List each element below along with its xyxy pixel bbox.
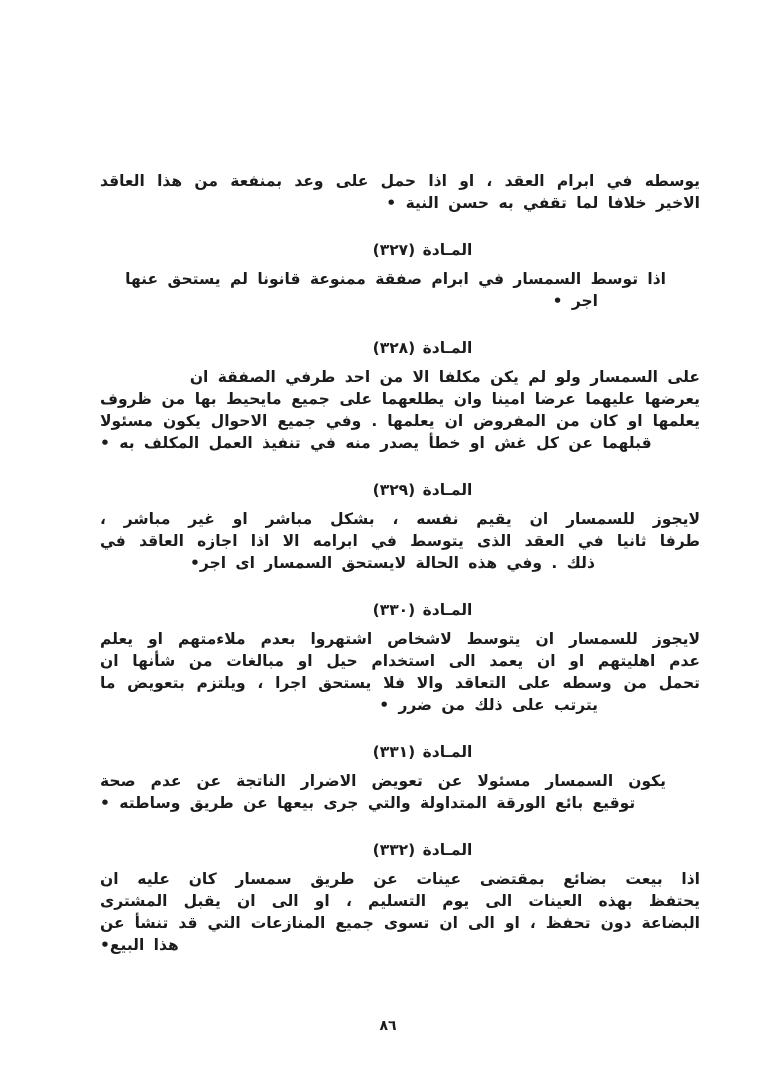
article-330-heading: المـادة (٣٣٠) (372, 601, 473, 619)
article-328-heading: المـادة (٣٢٨) (372, 339, 473, 357)
text-line: يوسطه في ابرام العقد ، او اذا حمل على وعد بمنفعة من هذا العاقد (100, 172, 700, 190)
text-line: يحتفظ بهذه العينات الى يوم التسليم ، او الى ان يقبل المشترى (100, 892, 700, 910)
article-331 (100, 742, 700, 814)
text-line: يعرضها عليهما عرضا امينا وان يطلعهما على جميع مايحيط بها من ظروف (100, 390, 700, 408)
text-line: تحمل من وسطه على التعاقد والا فلا يستحق اجرا ، ويلتزم بتعويض ما (100, 674, 700, 692)
text-line: يكون السمسار مسئولا عن تعويض الاضرار الناتجة عن عدم صحة (100, 772, 666, 790)
text-line: اجر • (552, 292, 598, 310)
text-line: على السمسار ولو لم يكن مكلفا الا من احد طرفي الصفقة ان (189, 368, 700, 386)
article-330 (100, 600, 700, 716)
text-line: البضاعة دون تحفظ ، او الى ان تسوى جميع المنازعات التي قد تنشأ عن (100, 914, 700, 932)
article-331-heading: المـادة (٣٣١) (372, 743, 473, 761)
article-332 (100, 840, 700, 956)
article-328 (100, 338, 700, 454)
page-content (100, 170, 700, 956)
intro-paragraph (100, 170, 700, 214)
article-327-heading: المـادة (٣٢٧) (372, 241, 473, 259)
text-line: اذا بيعت بضائع بمقتضى عينات عن طريق سمسار كان عليه ان (100, 870, 700, 888)
article-327 (100, 240, 700, 312)
text-line: يعلمها او كان من المفروض ان يعلمها . وفي جميع الاحوال يكون مسئولا (100, 412, 700, 430)
text-line: ذلك . وفي هذه الحالة لايستحق السمسار اى اجر• (190, 554, 595, 572)
text-line: طرفا ثانيا في العقد الذى يتوسط في ابرامه الا اذا اجازه العاقد في (100, 532, 700, 550)
article-329 (100, 480, 700, 574)
text-line: لايجوز للسمسار ان يقيم نفسه ، بشكل مباشر او غير مباشر ، (100, 510, 700, 528)
text-line: اذا توسط السمسار في ابرام صفقة ممنوعة قانونا لم يستحق عنها (125, 270, 666, 288)
text-line: قبلهما عن كل غش او خطأ يصدر منه في تنفيذ العمل المكلف به • (100, 434, 652, 452)
article-329-heading: المـادة (٣٢٩) (372, 481, 473, 499)
text-line: الاخير خلافا لما تقفي به حسن النية • (386, 194, 700, 212)
text-line: توقيع بائع الورقة المتداولة والتي جرى بيعها عن طريق وساطته • (100, 794, 636, 812)
text-line: عدم اهليتهم او ان يعمد الى استخدام حيل او مبالغات من شأنها ان (100, 652, 700, 670)
page-number: ٨٦ (379, 1018, 397, 1034)
text-line: لايجوز للسمسار ان يتوسط لاشخاص اشتهروا بعدم ملاءمتهم او يعلم (100, 630, 700, 648)
text-line: هذا البيع• (100, 936, 179, 954)
article-332-heading: المـادة (٣٣٢) (372, 841, 473, 859)
text-line: يترتب على ذلك من ضرر • (379, 696, 598, 714)
